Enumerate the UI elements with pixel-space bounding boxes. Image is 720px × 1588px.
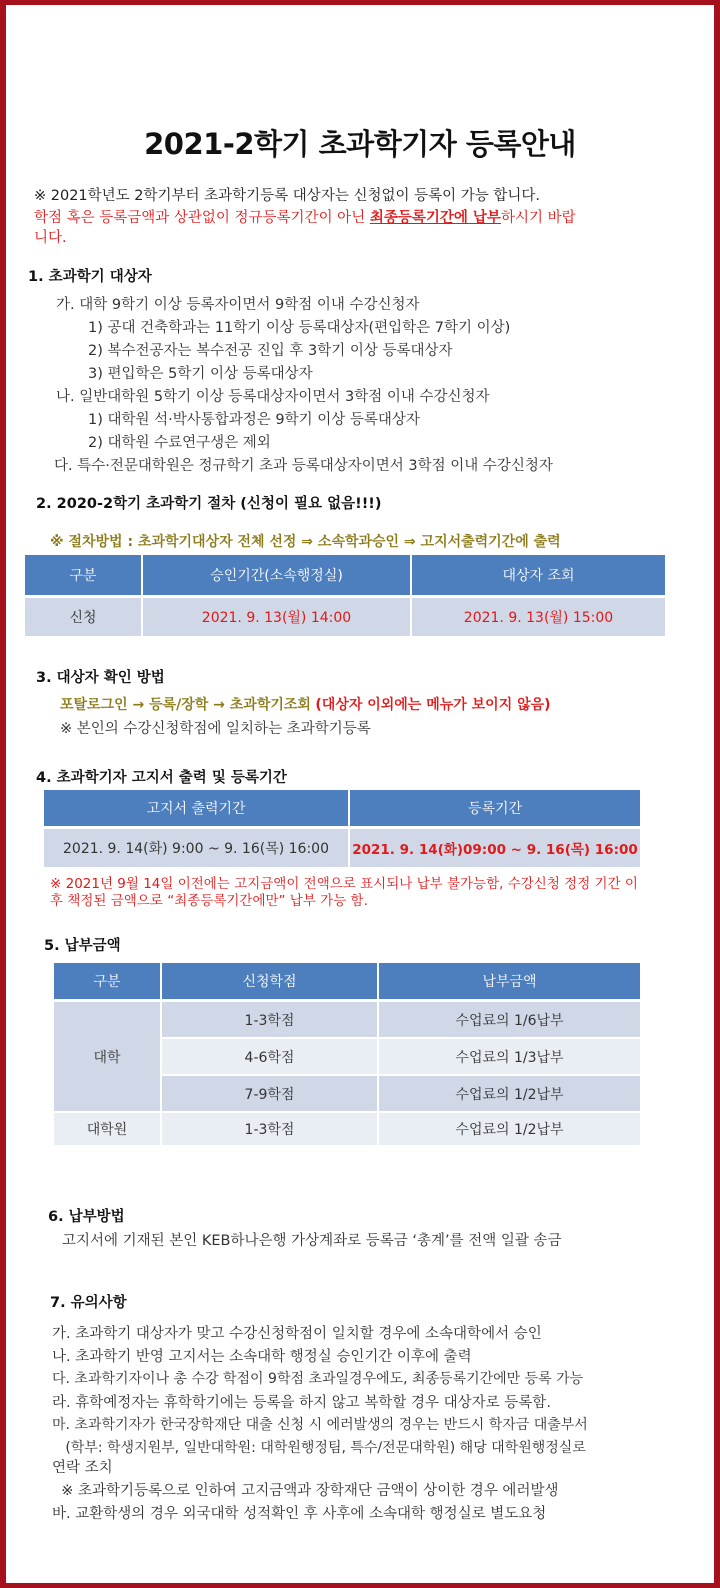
section-2-heading: 2. 2020-2학기 초과학기 절차 (신청이 필요 없음!!!) [36, 496, 382, 512]
section-3-heading: 3. 대상자 확인 방법 [36, 670, 165, 686]
table-cell: 수업료의 1/2납부 [379, 1076, 640, 1113]
table-cell: 수업료의 1/2납부 [379, 1113, 640, 1147]
table-header: 고지서 출력기간 [44, 790, 350, 829]
s3-note: ※ 본인의 수강신청학점에 일치하는 초과학기등록 [60, 721, 371, 737]
s1-item: 3) 편입학은 5학기 이상 등록대상자 [88, 366, 313, 382]
s7-item: 연락 조치 [52, 1460, 113, 1476]
table-cell: 수업료의 1/6납부 [379, 1002, 640, 1039]
table-header: 승인기간(소속행정실) [143, 555, 412, 598]
notice-line-3: 니다. [34, 230, 67, 246]
billing-period-table [44, 790, 640, 869]
page-title: 2021-2학기 초과학기자 등록안내 [144, 127, 576, 161]
table-header: 신청학점 [162, 963, 379, 1002]
table-cell: 4-6학점 [162, 1039, 379, 1076]
table-cell: 2021. 9. 14(화) 9:00 ~ 9. 16(목) 16:00 [44, 829, 350, 869]
s1-item: 1) 대학원 석·박사통합과정은 9학기 이상 등록대상자 [88, 412, 420, 428]
table-cell: 신청 [25, 598, 143, 638]
s7-item: (학부: 학생지원부, 일반대학원: 대학원행정팀, 특수/전문대학원) 해당 대학원행정실로 [52, 1440, 586, 1456]
s1-item: 2) 대학원 수료연구생은 제외 [88, 435, 271, 451]
procedure-text: ※ 절차방법 : 초과학기대상자 전체 선정 ⇒ 소속학과승인 ⇒ 고지서출력기간에 출력 [50, 534, 561, 550]
s1-item: 1) 공대 건축학과는 11학기 이상 등록대상자(편입학은 7학기 이상) [88, 320, 511, 336]
notice-line-2a: 학점 혹은 등록금액과 상관없이 정규등록기간이 아닌 [34, 210, 370, 226]
table-cell: 1-3학점 [162, 1002, 379, 1039]
s7-item: 바. 교환학생의 경우 외국대학 성적확인 후 사후에 소속대학 행정실로 별도요청 [52, 1506, 547, 1522]
portal-path [60, 694, 551, 714]
table-cell: 수업료의 1/3납부 [379, 1039, 640, 1076]
s1-item: 나. 일반대학원 5학기 이상 등록대상자이면서 3학점 이내 수강신청자 [56, 389, 490, 405]
table-cell: 1-3학점 [162, 1113, 379, 1147]
section-6-heading: 6. 납부방법 [48, 1209, 125, 1225]
notice-line-1: ※ 2021학년도 2학기부터 초과학기등록 대상자는 신청없이 등록이 가능 합니다. [34, 188, 540, 204]
s7-item: 마. 초과학기자가 한국장학재단 대출 신청 시 에러발생의 경우는 반드시 학자금 대출부서 [52, 1417, 588, 1433]
s7-item: 나. 초과학기 반영 고지서는 소속대학 행정실 승인기간 이후에 출력 [52, 1349, 472, 1365]
section-4-heading: 4. 초과학기자 고지서 출력 및 등록기간 [36, 770, 287, 786]
table-header: 대상자 조회 [412, 555, 665, 598]
portal-path-text: 포탈로그인 → 등록/장학 → 초과학기조회 [60, 697, 311, 713]
table-cell: 7-9학점 [162, 1076, 379, 1113]
s1-item: 다. 특수·전문대학원은 정규학기 초과 등록대상자이면서 3학점 이내 수강신청자 [54, 458, 553, 474]
payment-amount-table [54, 963, 640, 1147]
table-cell: 대학원 [54, 1113, 162, 1147]
section-7-heading: 7. 유의사항 [50, 1295, 127, 1311]
s7-item: ※ 초과학기등록으로 인하여 고지금액과 장학재단 금액이 상이한 경우 에러발생 [52, 1483, 559, 1499]
table-cell: 2021. 9. 13(월) 15:00 [412, 598, 665, 638]
s7-item: 다. 초과학기자이나 총 수강 학점이 9학점 초과일경우에도, 최종등록기간에만 등록 가능 [52, 1371, 584, 1387]
notice-emphasis: 최종등록기간에 납부 [369, 210, 501, 226]
table-header: 구분 [54, 963, 162, 1002]
section-5-heading: 5. 납부금액 [44, 938, 121, 954]
section-1-heading: 1. 초과학기 대상자 [28, 269, 152, 285]
s6-text: 고지서에 기재된 본인 KEB하나은행 가상계좌로 등록금 ‘총계’를 전액 일괄 송금 [62, 1233, 562, 1249]
table-header: 구분 [25, 555, 143, 598]
table-header: 납부금액 [379, 963, 640, 1002]
s1-item: 가. 대학 9학기 이상 등록자이면서 9학점 이내 수강신청자 [56, 297, 420, 313]
table-cell: 대학 [54, 1002, 162, 1113]
table-cell: 2021. 9. 13(월) 14:00 [143, 598, 412, 638]
notice-line-2 [34, 208, 576, 228]
s7-item: 라. 휴학예정자는 휴학학기에는 등록을 하지 않고 복학할 경우 대상자로 등록함. [52, 1395, 551, 1411]
table-header: 등록기간 [350, 790, 640, 829]
billing-warning: ※ 2021년 9월 14일 이전에는 고지금액이 전액으로 표시되나 납부 불가능함, 수강신청 정정 기간 이후 책정된 금액으로 “최종등록기간에만” 납부 가능 함. [50, 876, 638, 909]
approval-table [25, 555, 665, 638]
table-cell: 2021. 9. 14(화)09:00 ~ 9. 16(목) 16:00 [350, 829, 640, 869]
s1-item: 2) 복수전공자는 복수전공 진입 후 3학기 이상 등록대상자 [88, 343, 453, 359]
s7-item: 가. 초과학기 대상자가 맞고 수강신청학점이 일치할 경우에 소속대학에서 승인 [52, 1326, 542, 1342]
notice-line-2c: 하시기 바랍 [500, 210, 576, 226]
portal-path-note: (대상자 이외에는 메뉴가 보이지 않음) [315, 697, 551, 713]
